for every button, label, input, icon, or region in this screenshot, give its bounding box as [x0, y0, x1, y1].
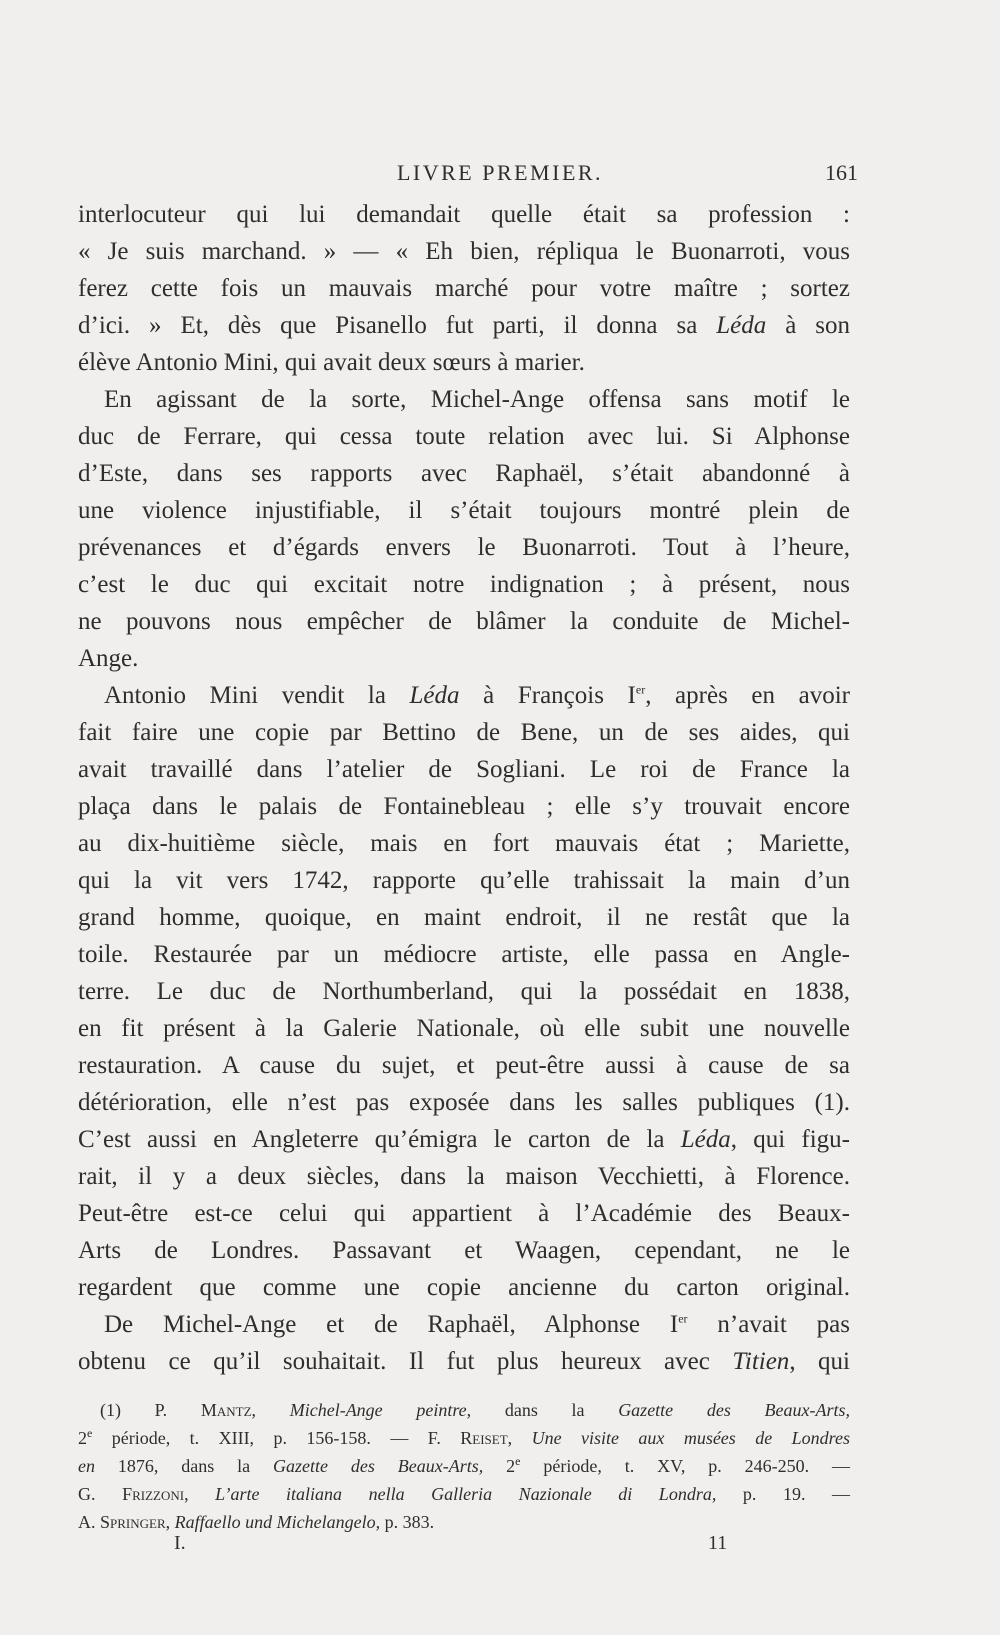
footnote-line: A. Springer, Raffaello und Michelangelo, p. 383. [78, 1512, 435, 1532]
text-line: ferez cette fois un mauvais marché pour votre maître ; sortez [78, 275, 850, 302]
text-line: fait faire une copie par Bettino de Bene, un de ses aides, qui [78, 719, 850, 746]
text-line: regardent que comme une copie ancienne du carton original. [78, 1274, 850, 1301]
text-line: restauration. A cause du sujet, et peut-être aussi à cause de sa [78, 1052, 850, 1079]
text-line: Arts de Londres. Passavant et Waagen, cependant, ne le [78, 1237, 850, 1264]
footnote-line: en 1876, dans la Gazette des Beaux-Arts, 2e période, t. XV, p. 246-250. — [78, 1454, 850, 1476]
footnote-line: G. Frizzoni, L’arte italiana nella Galleria Nazionale di Londra, p. 19. — [78, 1484, 851, 1504]
text-line: d’Este, dans ses rapports avec Raphaël, s’était abandonné à [78, 460, 850, 487]
text-line: rait, il y a deux siècles, dans la maison Vecchietti, à Florence. [78, 1163, 850, 1190]
text-line: d’ici. » Et, dès que Pisanello fut parti, il donna sa Léda à son [78, 312, 850, 339]
sheet-number: 11 [708, 1532, 728, 1554]
text-line: Ange. [78, 645, 139, 672]
text-line: détérioration, elle n’est pas exposée dans les salles publiques (1). [78, 1089, 850, 1116]
text-line: prévenances et d’égards envers le Buonarroti. Tout à l’heure, [78, 534, 850, 561]
text-line: grand homme, quoique, en maint endroit, il ne restât que la [78, 904, 850, 931]
text-line: élève Antonio Mini, qui avait deux sœurs à marier. [78, 349, 585, 376]
text-line: De Michel-Ange et de Raphaël, Alphonse Ier n’avait pas [104, 1311, 850, 1338]
text-line: une violence injustifiable, il s’était toujours montré plein de [78, 497, 850, 524]
text-line: obtenu ce qu’il souhaitait. Il fut plus heureux avec Titien, qui [78, 1348, 850, 1375]
signature-mark: I. [174, 1532, 186, 1554]
running-title: LIVRE PREMIER. [396, 160, 604, 185]
text-line: toile. Restaurée par un médiocre artiste, elle passa en Angle- [78, 941, 850, 968]
text-line: C’est aussi en Angleterre qu’émigra le carton de la Léda, qui figu- [78, 1126, 850, 1153]
text-line: En agissant de la sorte, Michel-Ange offensa sans motif le [104, 386, 850, 413]
text-line: c’est le duc qui excitait notre indignation ; à présent, nous [78, 571, 850, 598]
text-line: plaça dans le palais de Fontainebleau ; elle s’y trouvait encore [78, 793, 850, 820]
footnote-line: 2e période, t. XIII, p. 156-158. — F. Reiset, Une visite aux musées de Londres [78, 1426, 850, 1448]
text-line: terre. Le duc de Northumberland, qui la possédait en 1838, [78, 978, 850, 1005]
text-line: « Je suis marchand. » — « Eh bien, répliqua le Buonarroti, vous [78, 238, 850, 265]
text-line: Antonio Mini vendit la Léda à François Ier, après en avoir [104, 682, 850, 709]
text-line: en fit présent à la Galerie Nationale, où elle subit une nouvelle [78, 1015, 850, 1042]
footnote-line: (1) P. Mantz, Michel-Ange peintre, dans la Gazette des Beaux-Arts, [100, 1400, 850, 1420]
text-line: au dix-huitième siècle, mais en fort mauvais état ; Mariette, [78, 830, 850, 857]
text-line: duc de Ferrare, qui cessa toute relation avec lui. Si Alphonse [78, 423, 850, 450]
text-line: avait travaillé dans l’atelier de Sogliani. Le roi de France la [78, 756, 850, 783]
text-line: ne pouvons nous empêcher de blâmer la conduite de Michel- [78, 608, 850, 635]
text-line: qui la vit vers 1742, rapporte qu’elle trahissait la main d’un [78, 867, 850, 894]
text-line: Peut-être est-ce celui qui appartient à l’Académie des Beaux- [78, 1200, 850, 1227]
text-line: interlocuteur qui lui demandait quelle était sa profession : [78, 201, 850, 228]
page-number: 161 [825, 160, 858, 185]
